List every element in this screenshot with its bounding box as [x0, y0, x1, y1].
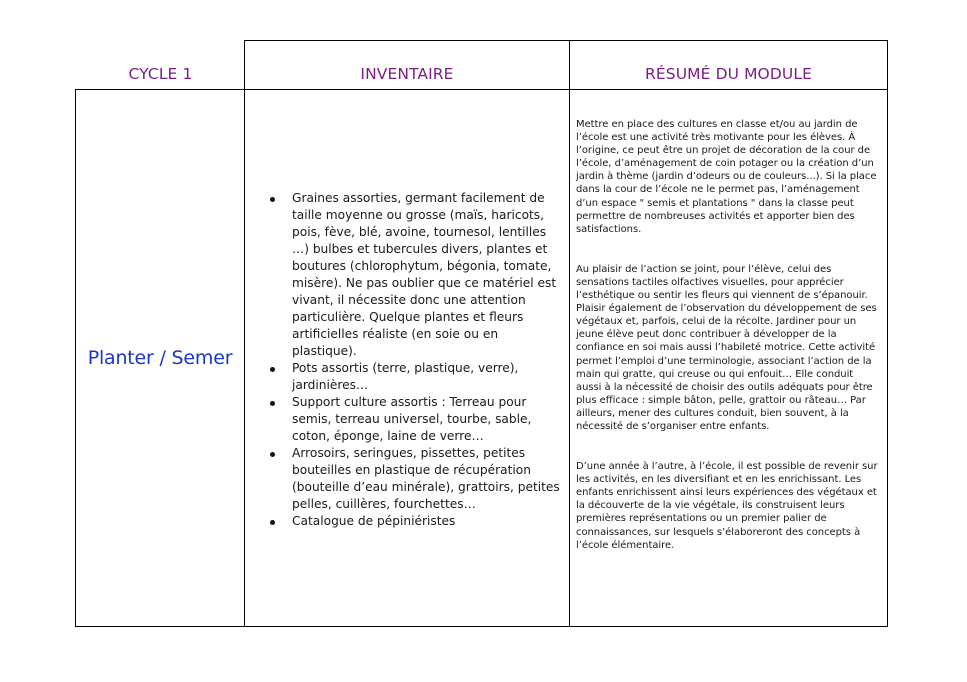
summary-cell [576, 118, 881, 552]
inventory-list [262, 190, 562, 530]
header-cycle [76, 40, 245, 90]
topic-title: Planter / Semer [87, 347, 233, 369]
header-inventory [244, 40, 570, 90]
bullet-icon [270, 452, 275, 457]
header-summary-label: RÉSUMÉ DU MODULE [645, 65, 812, 83]
inventory-item-text: Pots assortis (terre, plastique, verre), jardinières… [292, 361, 519, 392]
bullet-icon [270, 520, 275, 525]
inventory-item [262, 394, 562, 445]
inventory-item-text: Catalogue de pépiniéristes [292, 514, 456, 528]
inventory-item [262, 360, 562, 394]
summary-paragraph: Mettre en place des cultures en classe et/ou au jardin de l’école est une activité très motivante pour les élèves. À l’origine, ce peut être un projet de décoration de la cour de l’école, d’aménagement de coin potager ou la création d’un jardin à thème (jardin d’odeurs ou de couleurs...). Si la place dans la cour de l’école ne le permet pas, l’aménagement d’un espace " semis et plantations " dans la classe peut permettre de nombreuses activités et apporter bien des satisfactions. [576, 119, 877, 235]
header-summary [569, 40, 888, 90]
column-divider-2 [569, 40, 570, 627]
summary-paragraph: Au plaisir de l’action se joint, pour l’élève, celui des sensations tactiles olfactives visuelles, pour apprécier l’esthétique ou sentir les fleurs qui viennent de s’épanouir. Plaisir également de l’observation du développement de ses végétaux et, parfois, celui de la récolte. Jardiner pour un jeune élève peut donc contribuer à développer de la confiance en soi mais aussi l’habileté motrice. Cette activité permet l’emploi d’une terminologie, associant l’action de la main qui gratte, qui creuse ou qui enfouit… Elle conduit aussi à la nécessité de choisir des outils adéquats pour être plus efficace : simple bâton, pelle, grattoir ou râteau… Par ailleurs, mener des cultures conduit, bien souvent, à la nécessité de s’organiser entre enfants. [576, 263, 877, 432]
summary-paragraph: D’une année à l’autre, à l’école, il est possible de revenir sur les activités, en les diversifiant et en les enrichissant. Les enfants enrichissent ainsi leurs expériences des végétaux et la découverte de la vie végétale, ils construisent leurs premières représentations ou un premier palier de connaissances, sur lesquels s’élaboreront des concepts à l’école élémentaire. [576, 461, 878, 551]
inventory-item-text: Arrosoirs, seringues, pissettes, petites bouteilles en plastique de récupération (bouteille d’eau minérale), grattoirs, petites pelles, cuillères, fourchettes… [292, 446, 560, 511]
topic-cell [76, 90, 244, 626]
bullet-icon [270, 401, 275, 406]
bullet-icon [270, 367, 275, 372]
inventory-item-text: Graines assorties, germant facilement de taille moyenne ou grosse (maïs, haricots, pois, fève, blé, avoine, tournesol, lentilles …) bulbes et tubercules divers, plantes et boutures (chlorophytum, bégonia, tomate, misère). Ne pas oublier que ce matériel est vivant, il nécessite donc une attention particulière. Quelque plantes et fleurs artificielles réaliste (en soie ou en plastique). [292, 191, 557, 358]
header-inventory-label: INVENTAIRE [360, 65, 454, 83]
inventory-cell [262, 190, 562, 530]
bullet-icon [270, 197, 275, 202]
inventory-item [262, 445, 562, 513]
inventory-item [262, 190, 562, 360]
inventory-item-text: Support culture assortis : Terreau pour semis, terreau universel, tourbe, sable, coton, éponge, laine de verre… [292, 395, 532, 443]
inventory-item [262, 513, 562, 530]
header-cycle-label: CYCLE 1 [128, 65, 193, 83]
column-divider-1 [244, 40, 245, 627]
